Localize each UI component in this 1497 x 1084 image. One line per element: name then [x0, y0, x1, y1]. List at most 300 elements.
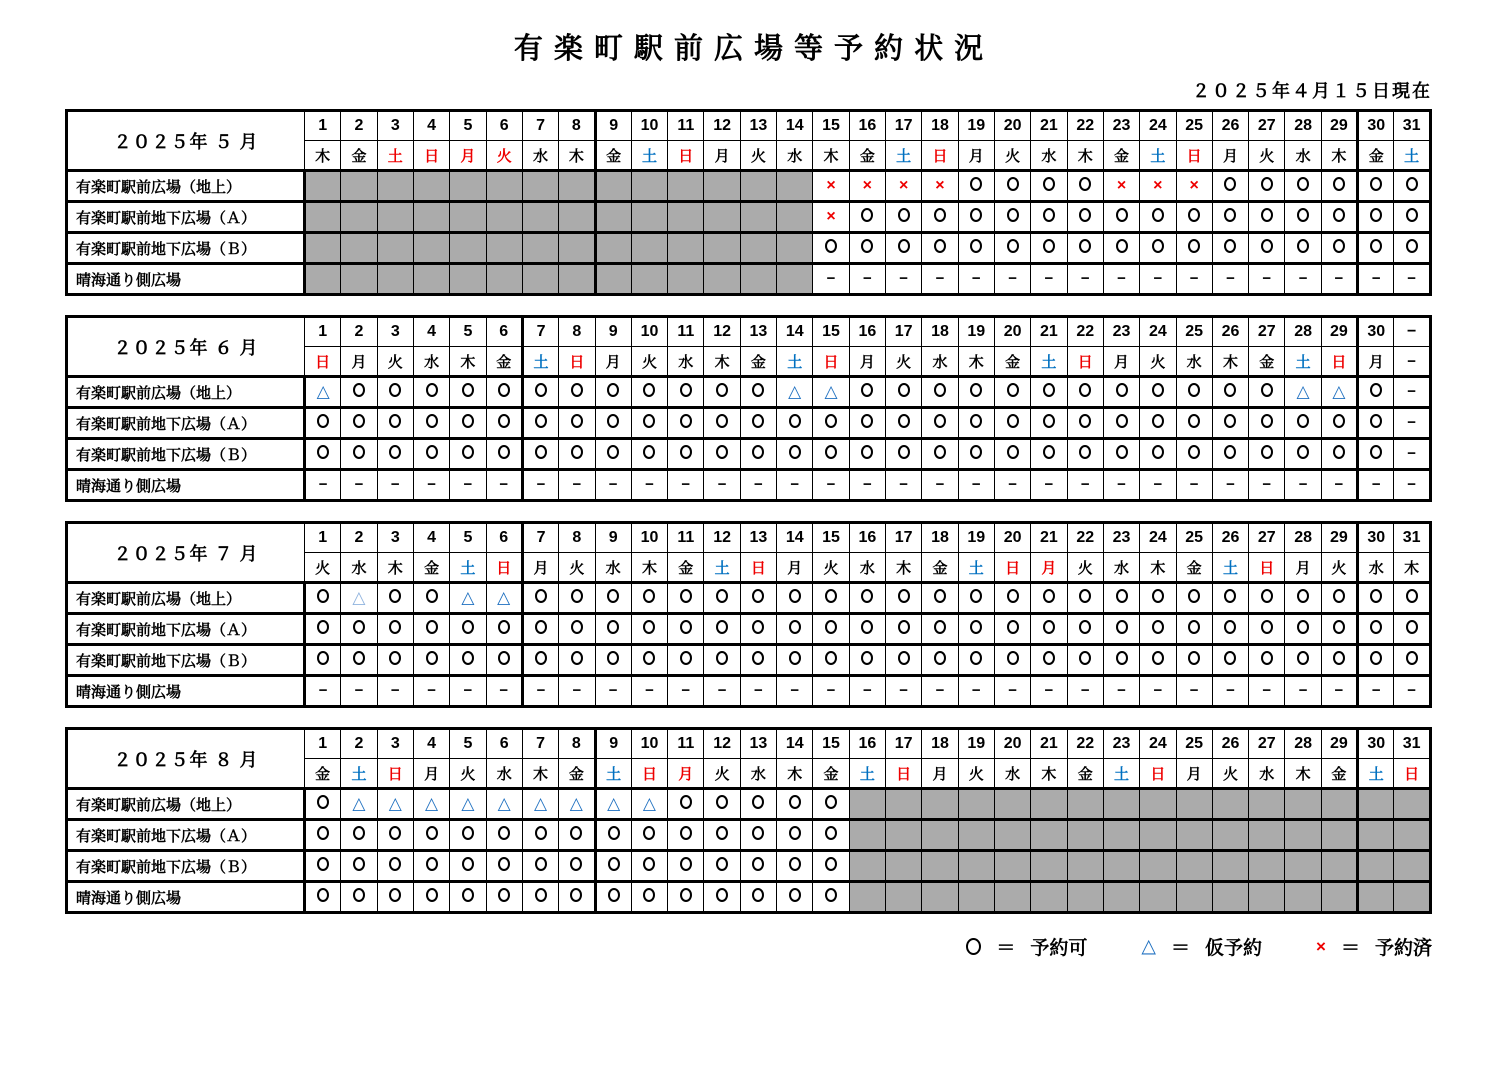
venue-row	[67, 676, 1431, 707]
status-cell	[994, 264, 1030, 295]
status-cell	[958, 789, 994, 820]
day-number-cell: 6	[486, 111, 522, 141]
status-cell	[1031, 789, 1067, 820]
status-cell	[1212, 264, 1248, 295]
status-cell	[777, 583, 813, 614]
status-cell	[740, 264, 776, 295]
available-icon	[970, 651, 982, 665]
available-icon	[1007, 620, 1019, 634]
available-icon	[789, 589, 801, 603]
day-of-week-cell: 木	[813, 141, 849, 171]
available-icon	[1007, 589, 1019, 603]
status-cell	[958, 470, 994, 501]
day-number-cell: 27	[1249, 729, 1285, 759]
status-cell	[1285, 408, 1321, 439]
day-of-week-cell: 火	[958, 759, 994, 789]
available-icon	[1152, 239, 1164, 253]
status-cell	[522, 202, 558, 233]
day-number-cell: 24	[1140, 111, 1176, 141]
status-cell	[486, 233, 522, 264]
not-applicable-icon: −	[572, 682, 582, 699]
venue-row	[67, 882, 1431, 913]
day-of-week-cell: 火	[1140, 347, 1176, 377]
day-number-cell: 18	[922, 317, 958, 347]
day-number-cell: 16	[849, 729, 885, 759]
day-of-week-cell: 月	[341, 347, 377, 377]
available-icon	[426, 620, 438, 634]
status-cell	[305, 439, 341, 470]
status-cell	[704, 377, 740, 408]
status-cell	[413, 676, 449, 707]
status-cell	[1176, 645, 1212, 676]
status-cell	[450, 439, 486, 470]
status-cell	[740, 676, 776, 707]
day-number-cell: 8	[559, 523, 595, 553]
status-cell	[1249, 851, 1285, 882]
status-cell	[922, 820, 958, 851]
available-icon	[1152, 208, 1164, 222]
status-cell	[413, 264, 449, 295]
available-icon	[934, 239, 946, 253]
status-cell	[1103, 377, 1139, 408]
tentative-icon: △	[1332, 381, 1346, 401]
day-number-cell: 17	[886, 317, 922, 347]
available-icon	[1333, 589, 1345, 603]
status-cell	[1249, 171, 1285, 202]
available-icon	[571, 445, 583, 459]
day-of-week-cell: 土	[377, 141, 413, 171]
status-cell	[813, 202, 849, 233]
day-number-cell: 1	[305, 317, 341, 347]
status-cell	[450, 377, 486, 408]
available-icon	[1152, 445, 1164, 459]
status-cell	[1394, 408, 1431, 439]
reserved-icon: ×	[1316, 937, 1326, 956]
not-applicable-icon: −	[1153, 270, 1163, 287]
day-number-cell: 9	[595, 729, 631, 759]
status-cell	[1140, 439, 1176, 470]
available-icon	[1370, 208, 1382, 222]
status-cell	[740, 439, 776, 470]
not-applicable-icon: −	[1371, 270, 1381, 287]
not-applicable-icon: −	[1189, 476, 1199, 493]
status-cell	[377, 851, 413, 882]
tentative-icon: △	[352, 793, 366, 813]
available-icon	[1297, 208, 1309, 222]
day-number-cell: 26	[1212, 523, 1248, 553]
day-of-week-cell: −	[1394, 347, 1431, 377]
available-icon	[462, 888, 474, 902]
available-icon	[680, 857, 692, 871]
status-cell	[559, 202, 595, 233]
day-number-cell: 19	[958, 729, 994, 759]
status-cell	[1321, 470, 1357, 501]
status-cell	[1103, 233, 1139, 264]
status-cell	[522, 645, 558, 676]
day-number-cell: 6	[486, 729, 522, 759]
day-of-week-cell: 月	[704, 141, 740, 171]
available-icon	[861, 383, 873, 397]
venue-label: 有楽町駅前地下広場（Ｂ）	[67, 233, 305, 264]
day-of-week-cell: 木	[377, 553, 413, 583]
available-icon	[317, 857, 329, 871]
status-cell	[1321, 645, 1357, 676]
day-number-cell: 8	[559, 317, 595, 347]
available-icon	[535, 589, 547, 603]
day-of-week-cell: 日	[559, 347, 595, 377]
status-cell	[1176, 233, 1212, 264]
status-cell	[1140, 264, 1176, 295]
day-number-cell: 1	[305, 523, 341, 553]
status-cell	[1212, 645, 1248, 676]
available-icon	[752, 888, 764, 902]
month-table-june	[65, 315, 1432, 502]
not-applicable-icon: −	[1298, 476, 1308, 493]
day-of-week-cell: 木	[1140, 553, 1176, 583]
status-cell	[777, 882, 813, 913]
not-applicable-icon: −	[1044, 476, 1054, 493]
day-of-week-cell: 金	[813, 759, 849, 789]
available-icon	[752, 857, 764, 871]
day-number-cell: 26	[1212, 729, 1248, 759]
status-cell	[559, 789, 595, 820]
status-cell	[740, 470, 776, 501]
status-cell	[486, 470, 522, 501]
available-icon	[1224, 414, 1236, 428]
day-number-cell: 27	[1249, 523, 1285, 553]
not-applicable-icon: −	[1334, 270, 1344, 287]
not-applicable-icon: −	[536, 476, 546, 493]
status-cell	[1394, 851, 1431, 882]
status-cell	[668, 789, 704, 820]
day-of-week-cell: 木	[1212, 347, 1248, 377]
available-icon	[389, 888, 401, 902]
available-icon	[353, 620, 365, 634]
available-icon	[716, 826, 728, 840]
venue-label: 有楽町駅前広場（地上）	[67, 583, 305, 614]
status-cell	[450, 645, 486, 676]
day-of-week-cell: 土	[522, 347, 558, 377]
available-icon	[353, 888, 365, 902]
available-icon	[789, 651, 801, 665]
available-icon	[571, 383, 583, 397]
available-icon	[680, 795, 692, 809]
available-icon	[1043, 620, 1055, 634]
status-cell	[704, 439, 740, 470]
status-cell	[413, 408, 449, 439]
available-icon	[825, 826, 837, 840]
available-icon	[861, 208, 873, 222]
month-table-may	[65, 109, 1432, 296]
day-of-week-cell: 金	[1358, 141, 1394, 171]
status-cell	[922, 233, 958, 264]
day-of-week-cell: 金	[1176, 553, 1212, 583]
day-of-week-cell: 土	[1394, 141, 1431, 171]
available-icon	[825, 589, 837, 603]
day-number-cell: 10	[631, 729, 667, 759]
status-cell	[522, 882, 558, 913]
status-cell	[522, 408, 558, 439]
status-cell	[1103, 408, 1139, 439]
status-cell	[377, 789, 413, 820]
status-cell	[994, 882, 1030, 913]
day-number-cell: 9	[595, 317, 631, 347]
day-number-cell: 10	[631, 317, 667, 347]
status-cell	[559, 439, 595, 470]
available-icon	[1406, 177, 1418, 191]
available-icon	[389, 620, 401, 634]
day-number-cell: 28	[1285, 523, 1321, 553]
status-cell	[1249, 233, 1285, 264]
status-cell	[1140, 789, 1176, 820]
status-cell	[813, 233, 849, 264]
status-cell	[704, 202, 740, 233]
equals-sign: ＝	[1171, 938, 1191, 959]
status-cell	[886, 583, 922, 614]
not-applicable-icon: −	[536, 682, 546, 699]
status-cell	[922, 202, 958, 233]
day-of-week-cell: 土	[1285, 347, 1321, 377]
status-cell	[849, 408, 885, 439]
day-number-cell: 16	[849, 523, 885, 553]
available-icon	[498, 857, 510, 871]
not-applicable-icon: −	[499, 682, 509, 699]
day-of-week-cell: 土	[777, 347, 813, 377]
available-icon	[1224, 177, 1236, 191]
status-cell	[958, 645, 994, 676]
day-number-cell: 29	[1321, 111, 1357, 141]
not-applicable-icon: −	[1334, 476, 1344, 493]
status-cell	[522, 233, 558, 264]
available-icon	[571, 589, 583, 603]
not-applicable-icon: −	[390, 682, 400, 699]
status-cell	[1067, 470, 1103, 501]
not-applicable-icon: −	[826, 682, 836, 699]
available-icon	[643, 888, 655, 902]
day-number-cell: 7	[522, 729, 558, 759]
available-icon	[1188, 620, 1200, 634]
status-cell	[559, 408, 595, 439]
status-cell	[777, 470, 813, 501]
day-number-cell: 4	[413, 317, 449, 347]
status-cell	[740, 171, 776, 202]
status-cell	[1249, 470, 1285, 501]
available-icon	[1116, 620, 1128, 634]
available-icon	[607, 383, 619, 397]
day-of-week-cell: 日	[668, 141, 704, 171]
available-icon	[535, 826, 547, 840]
not-applicable-icon: −	[463, 682, 473, 699]
day-of-week-cell: 火	[813, 553, 849, 583]
venue-label: 有楽町駅前地下広場（Ａ）	[67, 408, 305, 439]
status-cell	[1103, 820, 1139, 851]
day-number-cell: 29	[1321, 523, 1357, 553]
available-icon	[1188, 589, 1200, 603]
not-applicable-icon: −	[1371, 476, 1381, 493]
status-cell	[522, 470, 558, 501]
available-icon	[898, 239, 910, 253]
status-cell	[922, 614, 958, 645]
status-cell	[704, 233, 740, 264]
available-icon	[498, 414, 510, 428]
status-cell	[994, 439, 1030, 470]
status-cell	[341, 789, 377, 820]
status-cell	[377, 171, 413, 202]
status-cell	[958, 439, 994, 470]
not-applicable-icon: −	[1189, 682, 1199, 699]
status-cell	[849, 614, 885, 645]
status-cell	[631, 171, 667, 202]
status-cell	[1358, 820, 1394, 851]
available-icon	[1370, 239, 1382, 253]
available-icon	[1333, 239, 1345, 253]
available-icon	[861, 239, 873, 253]
day-number-cell: 30	[1358, 111, 1394, 141]
available-icon	[716, 857, 728, 871]
status-cell	[486, 264, 522, 295]
day-number-cell: 15	[813, 111, 849, 141]
status-cell	[377, 408, 413, 439]
status-cell	[377, 583, 413, 614]
status-cell	[559, 233, 595, 264]
tentative-light-icon: △	[352, 587, 366, 607]
day-number-cell: 4	[413, 729, 449, 759]
status-cell	[1394, 377, 1431, 408]
available-icon	[1261, 651, 1273, 665]
status-cell	[668, 202, 704, 233]
day-number-cell: 21	[1031, 523, 1067, 553]
available-icon	[1406, 651, 1418, 665]
status-cell	[1249, 202, 1285, 233]
status-cell	[377, 882, 413, 913]
status-cell	[559, 645, 595, 676]
status-cell	[813, 264, 849, 295]
status-cell	[1321, 264, 1357, 295]
day-of-week-cell: 土	[1140, 141, 1176, 171]
status-cell	[1321, 820, 1357, 851]
status-cell	[1285, 789, 1321, 820]
status-cell	[1103, 470, 1139, 501]
available-icon	[1007, 445, 1019, 459]
day-of-week-cell: 火	[450, 759, 486, 789]
available-icon	[571, 620, 583, 634]
status-cell	[1249, 882, 1285, 913]
day-of-week-cell: 日	[1140, 759, 1176, 789]
not-applicable-icon: −	[935, 270, 945, 287]
day-of-week-cell: 金	[305, 759, 341, 789]
available-icon	[680, 414, 692, 428]
day-of-week-cell: 土	[1031, 347, 1067, 377]
status-cell	[1212, 408, 1248, 439]
status-cell	[1394, 233, 1431, 264]
day-of-week-cell: 火	[1321, 553, 1357, 583]
status-cell	[631, 851, 667, 882]
status-cell	[1176, 851, 1212, 882]
status-cell	[1176, 789, 1212, 820]
day-number-cell: 13	[740, 729, 776, 759]
status-cell	[559, 614, 595, 645]
status-cell	[1067, 789, 1103, 820]
status-cell	[704, 882, 740, 913]
status-cell	[486, 377, 522, 408]
day-number-cell: 20	[994, 317, 1030, 347]
day-number-cell: 3	[377, 729, 413, 759]
status-cell	[1067, 233, 1103, 264]
day-number-cell: 18	[922, 111, 958, 141]
available-icon	[1188, 651, 1200, 665]
day-number-cell: 16	[849, 111, 885, 141]
not-applicable-icon: −	[1153, 682, 1163, 699]
venue-row	[67, 264, 1431, 295]
day-number-cell: 11	[668, 729, 704, 759]
status-cell	[668, 583, 704, 614]
available-icon	[1370, 445, 1382, 459]
tentative-icon: △	[788, 381, 802, 401]
status-cell	[1394, 171, 1431, 202]
available-icon	[1079, 445, 1091, 459]
day-number-cell: 28	[1285, 729, 1321, 759]
status-cell	[668, 820, 704, 851]
legend-item-circle	[966, 933, 1087, 960]
status-cell	[922, 645, 958, 676]
status-cell	[377, 202, 413, 233]
status-cell	[1358, 171, 1394, 202]
available-icon	[1043, 589, 1055, 603]
status-cell	[305, 676, 341, 707]
available-icon	[1406, 620, 1418, 634]
status-cell	[1031, 583, 1067, 614]
day-number-cell: 31	[1394, 729, 1431, 759]
not-applicable-icon: −	[1407, 383, 1417, 400]
status-cell	[413, 882, 449, 913]
day-number-cell: 14	[777, 317, 813, 347]
available-icon	[607, 589, 619, 603]
available-icon	[1406, 208, 1418, 222]
not-applicable-icon: −	[754, 682, 763, 699]
day-number-cell: 15	[813, 729, 849, 759]
available-icon	[1224, 620, 1236, 634]
not-applicable-icon: −	[826, 476, 836, 493]
status-cell	[450, 171, 486, 202]
status-cell	[595, 470, 631, 501]
status-cell	[595, 676, 631, 707]
available-icon	[1116, 589, 1128, 603]
day-of-week-cell: 金	[341, 141, 377, 171]
available-icon	[861, 414, 873, 428]
status-cell	[1176, 171, 1212, 202]
day-of-week-cell: 月	[777, 553, 813, 583]
venue-label: 有楽町駅前地下広場（Ａ）	[67, 614, 305, 645]
status-cell	[1358, 264, 1394, 295]
legend-item-cross	[1316, 933, 1432, 960]
day-number-cell: 17	[886, 523, 922, 553]
status-cell	[740, 645, 776, 676]
status-cell	[958, 408, 994, 439]
not-applicable-icon: −	[899, 682, 909, 699]
day-of-week-cell: 月	[450, 141, 486, 171]
available-icon	[1079, 239, 1091, 253]
available-icon	[716, 414, 728, 428]
status-cell	[1212, 233, 1248, 264]
status-cell	[486, 645, 522, 676]
status-cell	[1249, 264, 1285, 295]
status-cell	[1103, 882, 1139, 913]
status-cell	[813, 789, 849, 820]
available-icon	[535, 383, 547, 397]
day-number-cell: 25	[1176, 111, 1212, 141]
status-cell	[1394, 645, 1431, 676]
day-number-cell: 19	[958, 317, 994, 347]
